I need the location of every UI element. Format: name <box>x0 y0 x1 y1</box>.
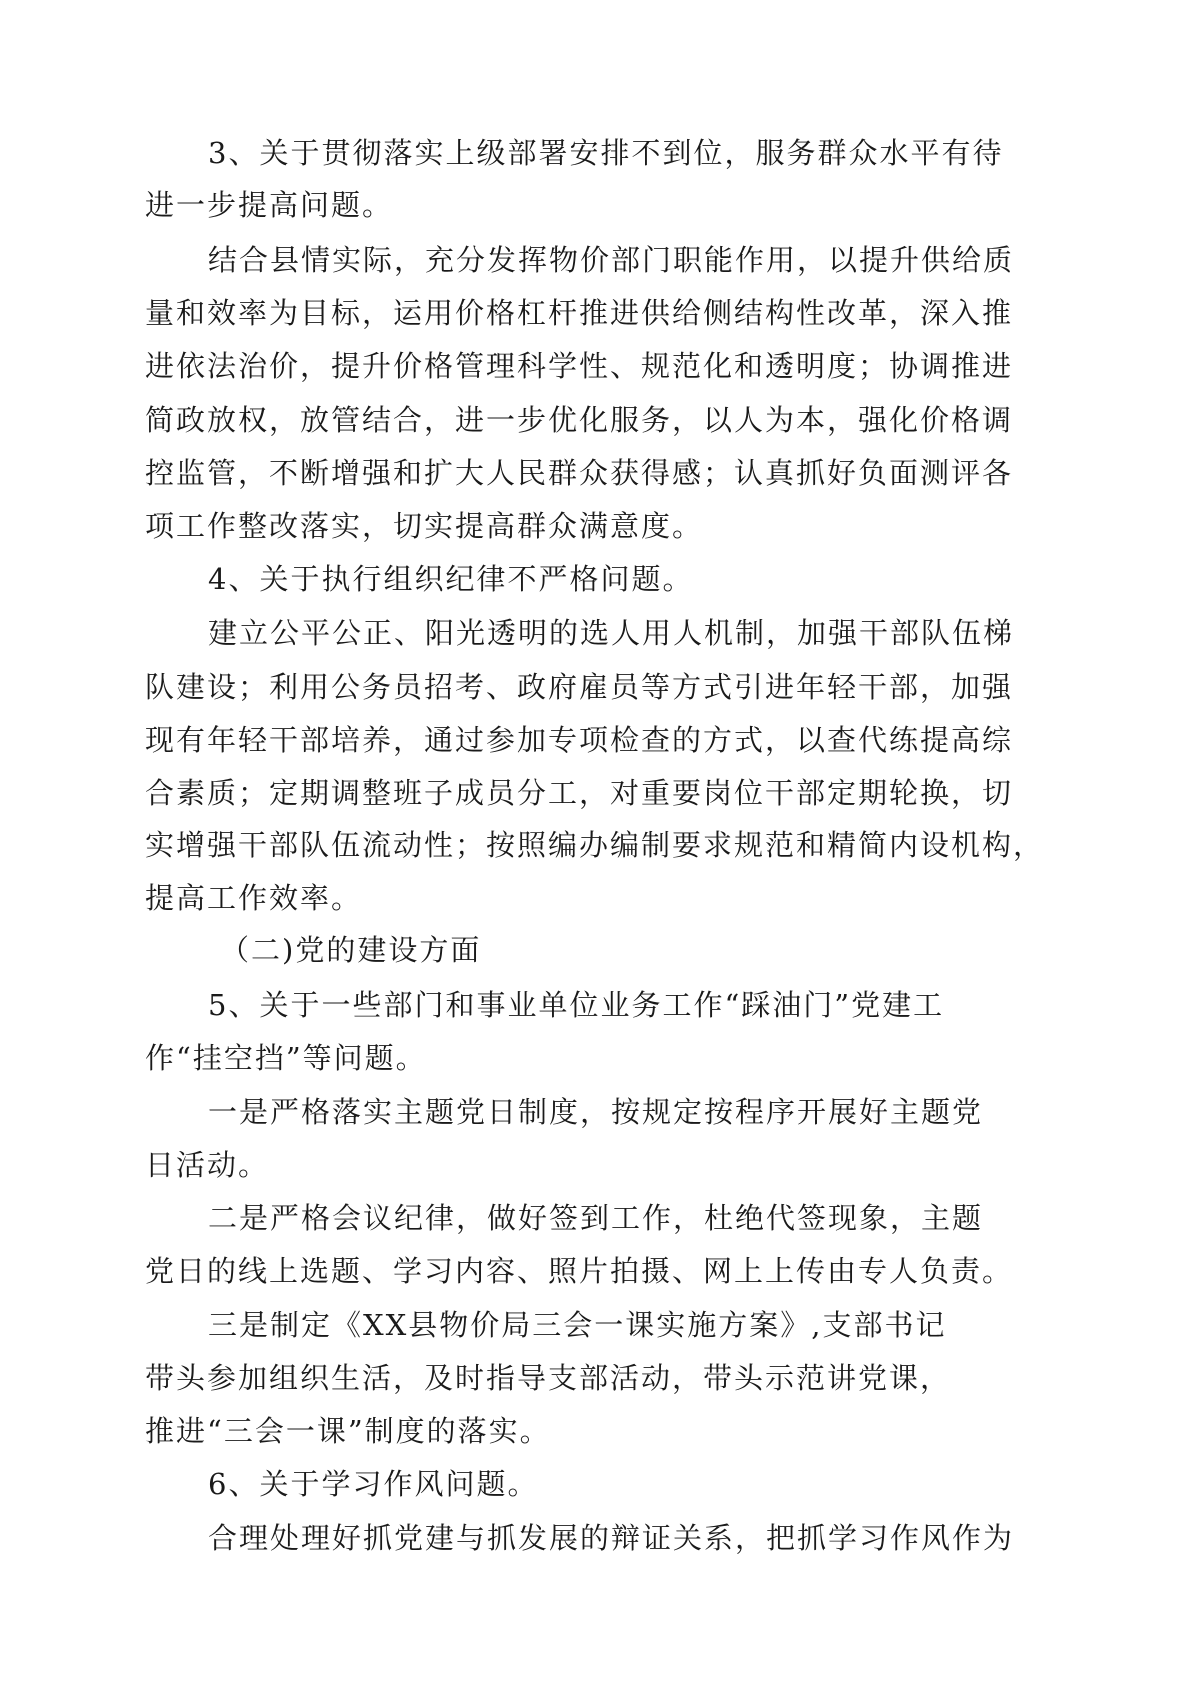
heading-item-3: 3、关于贯彻落实上级部署安排不到位，服务群众水平有待 <box>208 136 1004 170</box>
paragraph-line: 三是制定《XX县物价局三会一课实施方案》,支部书记 <box>208 1308 947 1342</box>
heading-item-5: 5、关于一些部门和事业单位业务工作“踩油门”党建工 <box>208 988 945 1022</box>
paragraph-line: 带头参加组织生活，及时指导支部活动，带头示范讲党课， <box>145 1361 952 1395</box>
paragraph-line: 推进“三会一课”制度的落实。 <box>145 1414 551 1448</box>
paragraph-line: 量和效率为目标，运用价格杠杆推进供给侧结构性改革，深入推 <box>145 296 1014 330</box>
paragraph-line: 队建设；利用公务员招考、政府雇员等方式引进年轻干部，加强 <box>145 670 1014 704</box>
paragraph-line: 结合县情实际，充分发挥物价部门职能作用，以提升供给质 <box>208 243 1015 277</box>
paragraph-line: 简政放权，放管结合，进一步优化服务，以人为本，强化价格调 <box>145 403 1014 437</box>
paragraph-line: 二是严格会议纪律，做好签到工作，杜绝代签现象，主题 <box>208 1201 984 1235</box>
paragraph-line: 进依法治价，提升价格管理科学性、规范化和透明度；协调推进 <box>145 349 1014 383</box>
text-line: 作“挂空挡”等问题。 <box>145 1041 427 1075</box>
text-line: 日活动。 <box>145 1148 270 1182</box>
paragraph-line: 项工作整改落实，切实提高群众满意度。 <box>145 509 704 543</box>
paragraph-line: 实增强干部队伍流动性；按照编办编制要求规范和精简内设机构， <box>145 828 1045 862</box>
paragraph-line: 提高工作效率。 <box>145 881 363 915</box>
heading-item-4: 4、关于执行组织纪律不严格问题。 <box>208 562 694 596</box>
paragraph-line: 控监管，不断增强和扩大人民群众获得感；认真抓好负面测评各 <box>145 456 1014 490</box>
heading-item-6: 6、关于学习作风问题。 <box>208 1467 539 1501</box>
paragraph-line: 合理处理好抓党建与抓发展的辩证关系，把抓学习作风作为 <box>208 1521 1015 1555</box>
paragraph-line: 党日的线上选题、学习内容、照片拍摄、网上上传由专人负责。 <box>145 1254 1014 1288</box>
paragraph-line: 一是严格落实主题党日制度，按规定按程序开展好主题党 <box>208 1095 984 1129</box>
paragraph-line: 合素质；定期调整班子成员分工，对重要岗位干部定期轮换，切 <box>145 776 1014 810</box>
section-heading: （二)党的建设方面 <box>220 933 482 967</box>
text-line: 进一步提高问题。 <box>145 188 394 222</box>
paragraph-line: 现有年轻干部培养，通过参加专项检查的方式，以查代练提高综 <box>145 723 1014 757</box>
paragraph-line: 建立公平公正、阳光透明的选人用人机制，加强干部队伍梯 <box>208 616 1015 650</box>
